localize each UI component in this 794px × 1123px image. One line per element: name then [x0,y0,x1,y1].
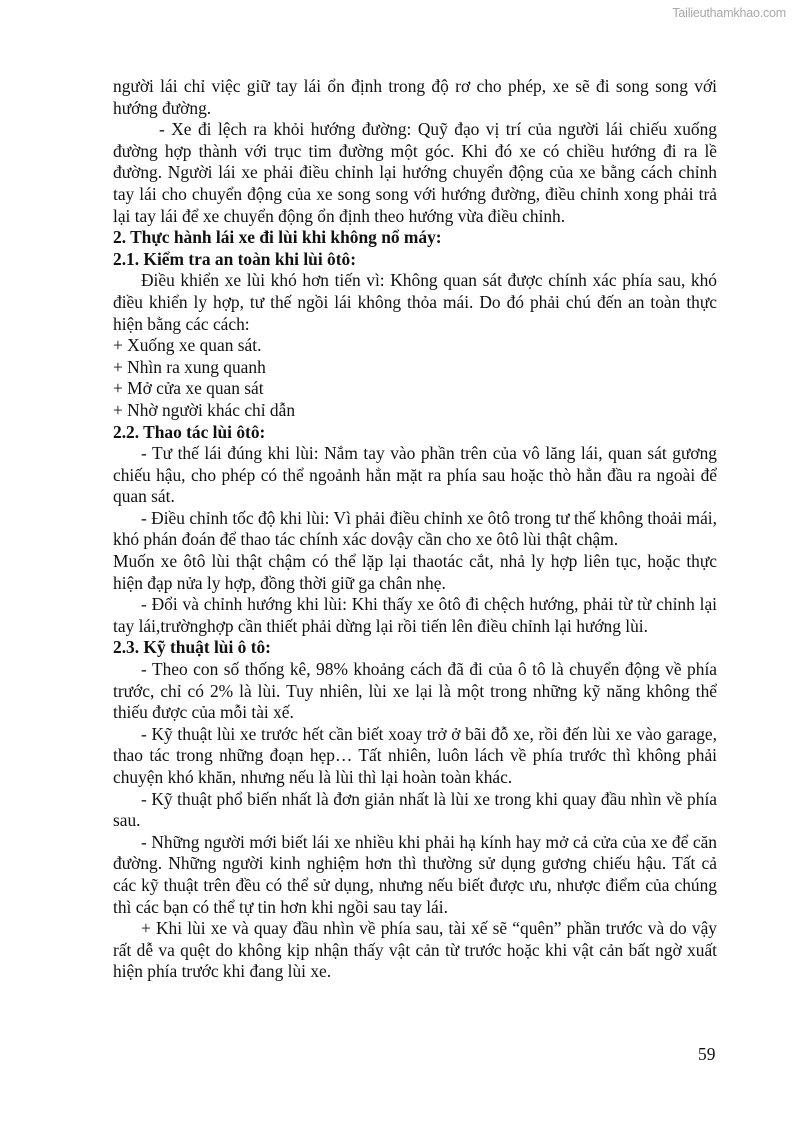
section-heading-2-2: 2.2. Thao tác lùi ôtô: [113,421,266,442]
list-item: + Nhờ người khác chỉ dẫn [113,399,296,420]
paragraph-posture: - Tư thế lái đúng khi lùi: Nắm tay vào phần trên của vô lăng lái, quan sát gương chiếu hậu, cho phép có thể ngoảnh hẳn mặt ra phía sau hoặc thò hẳn đầu ra ngoài để quan sát. [113,443,717,507]
paragraph-statistics: - Theo con số thống kê, 98% khoảng cách đã đi của ô tô là chuyển động về phía trước, chỉ có 2% là lùi. Tuy nhiên, lùi xe lại là một trong những kỹ năng không thể thiếu được của mỗi tài xế. [113,659,717,723]
document-body [113,76,717,983]
paragraph-slow-reverse: Muốn xe ôtô lùi thật chậm có thể lặp lại thaotác cắt, nhả ly hợp liên tục, hoặc thực hiện đạp nửa ly hợp, đồng thời giữ ga chân nhẹ. [113,551,717,593]
paragraph-forget-front: + Khi lùi xe và quay đầu nhìn về phía sau, tài xế sẽ “quên” phần trước và do vậy rất dễ va quệt do không kịp nhận thấy vật cản từ trước hoặc khi vật cản bất ngờ xuất hiện phía trước khi đang lùi xe. [113,918,717,982]
paragraph-common-technique: - Kỹ thuật phổ biến nhất là đơn giản nhất là lùi xe trong khi quay đầu nhìn về phía sau. [113,788,717,831]
page-number: 59 [698,1044,716,1064]
paragraph-beginners: - Những người mới biết lái xe nhiều khi phải hạ kính hay mở cả cửa của xe để căn đường. Những người kinh nghiệm hơn thì thường sử dụng gương chiếu hậu. Tất cả các kỹ thuật trên đều có thể sử dụng, nhưng nếu biết được ưu, nhược điểm của chúng thì các bạn có thể tự tin hơn khi ngồi sau tay lái. [113,831,717,917]
list-item: + Nhìn ra xung quanh [113,356,266,377]
paragraph-lane-deviation: - Xe đi lệch ra khỏi hướng đường: Quỹ đạo vị trí của người lái chiếu xuống đường hợp thành với trục tim đường một góc. Khi đó xe có chiều hướng đi ra lề đường. Người lái xe phải điều chỉnh lại hướng chuyển động của xe bằng cách chỉnh tay lái cho chuyển động của xe song song với hướng đường, điều chỉnh xong phải trả lại tay lái để xe chuyển động ổn định theo hướng vừa điều chỉnh. [113,119,717,226]
paragraph-speed: - Điều chỉnh tốc độ khi lùi: Vì phải điều chỉnh xe ôtô trong tư thế không thoải mái, khó phán đoán để thao tác chính xác dovậy cần cho xe ôtô lùi thật chậm. [113,507,717,550]
watermark: Tailieuthamkhao.com [672,6,786,20]
section-heading-2: 2. Thực hành lái xe đi lùi khi không nổ máy: [113,227,442,248]
paragraph-safety-check: Điều khiển xe lùi khó hơn tiến vì: Không quan sát được chính xác phía sau, khó điều khiển ly hợp, tư thế ngồi lái không thỏa mái. Do đó phải chú đến an toàn thực hiện bằng các cách: [113,270,717,334]
paragraph-direction: - Đổi và chỉnh hướng khi lùi: Khi thấy xe ôtô đi chệch hướng, phải từ từ chỉnh lại tay lái,trườnghợp cần thiết phải dừng lại rồi tiến lên điều chỉnh lại hướng lùi. [113,594,717,636]
bullet-list [113,335,717,421]
list-item: + Xuống xe quan sát. [113,335,262,356]
list-item: + Mở cửa xe quan sát [113,378,264,399]
paragraph-parking: - Kỹ thuật lùi xe trước hết cần biết xoay trở ở bãi đỗ xe, rồi đến lùi xe vào garage, thao tác trong những đoạn hẹp… Tất nhiên, luôn lách về phía trước thì không phải chuyện khó khăn, nhưng nếu là lùi thì lại hoàn toàn khác. [113,723,717,787]
section-heading-2-1: 2.1. Kiểm tra an toàn khi lùi ôtô: [113,248,356,269]
section-heading-2-3: 2.3. Kỹ thuật lùi ô tô: [113,637,271,658]
paragraph-continuation: người lái chỉ việc giữ tay lái ổn định trong độ rơ cho phép, xe sẽ đi song song với hướng đường. [113,76,717,118]
